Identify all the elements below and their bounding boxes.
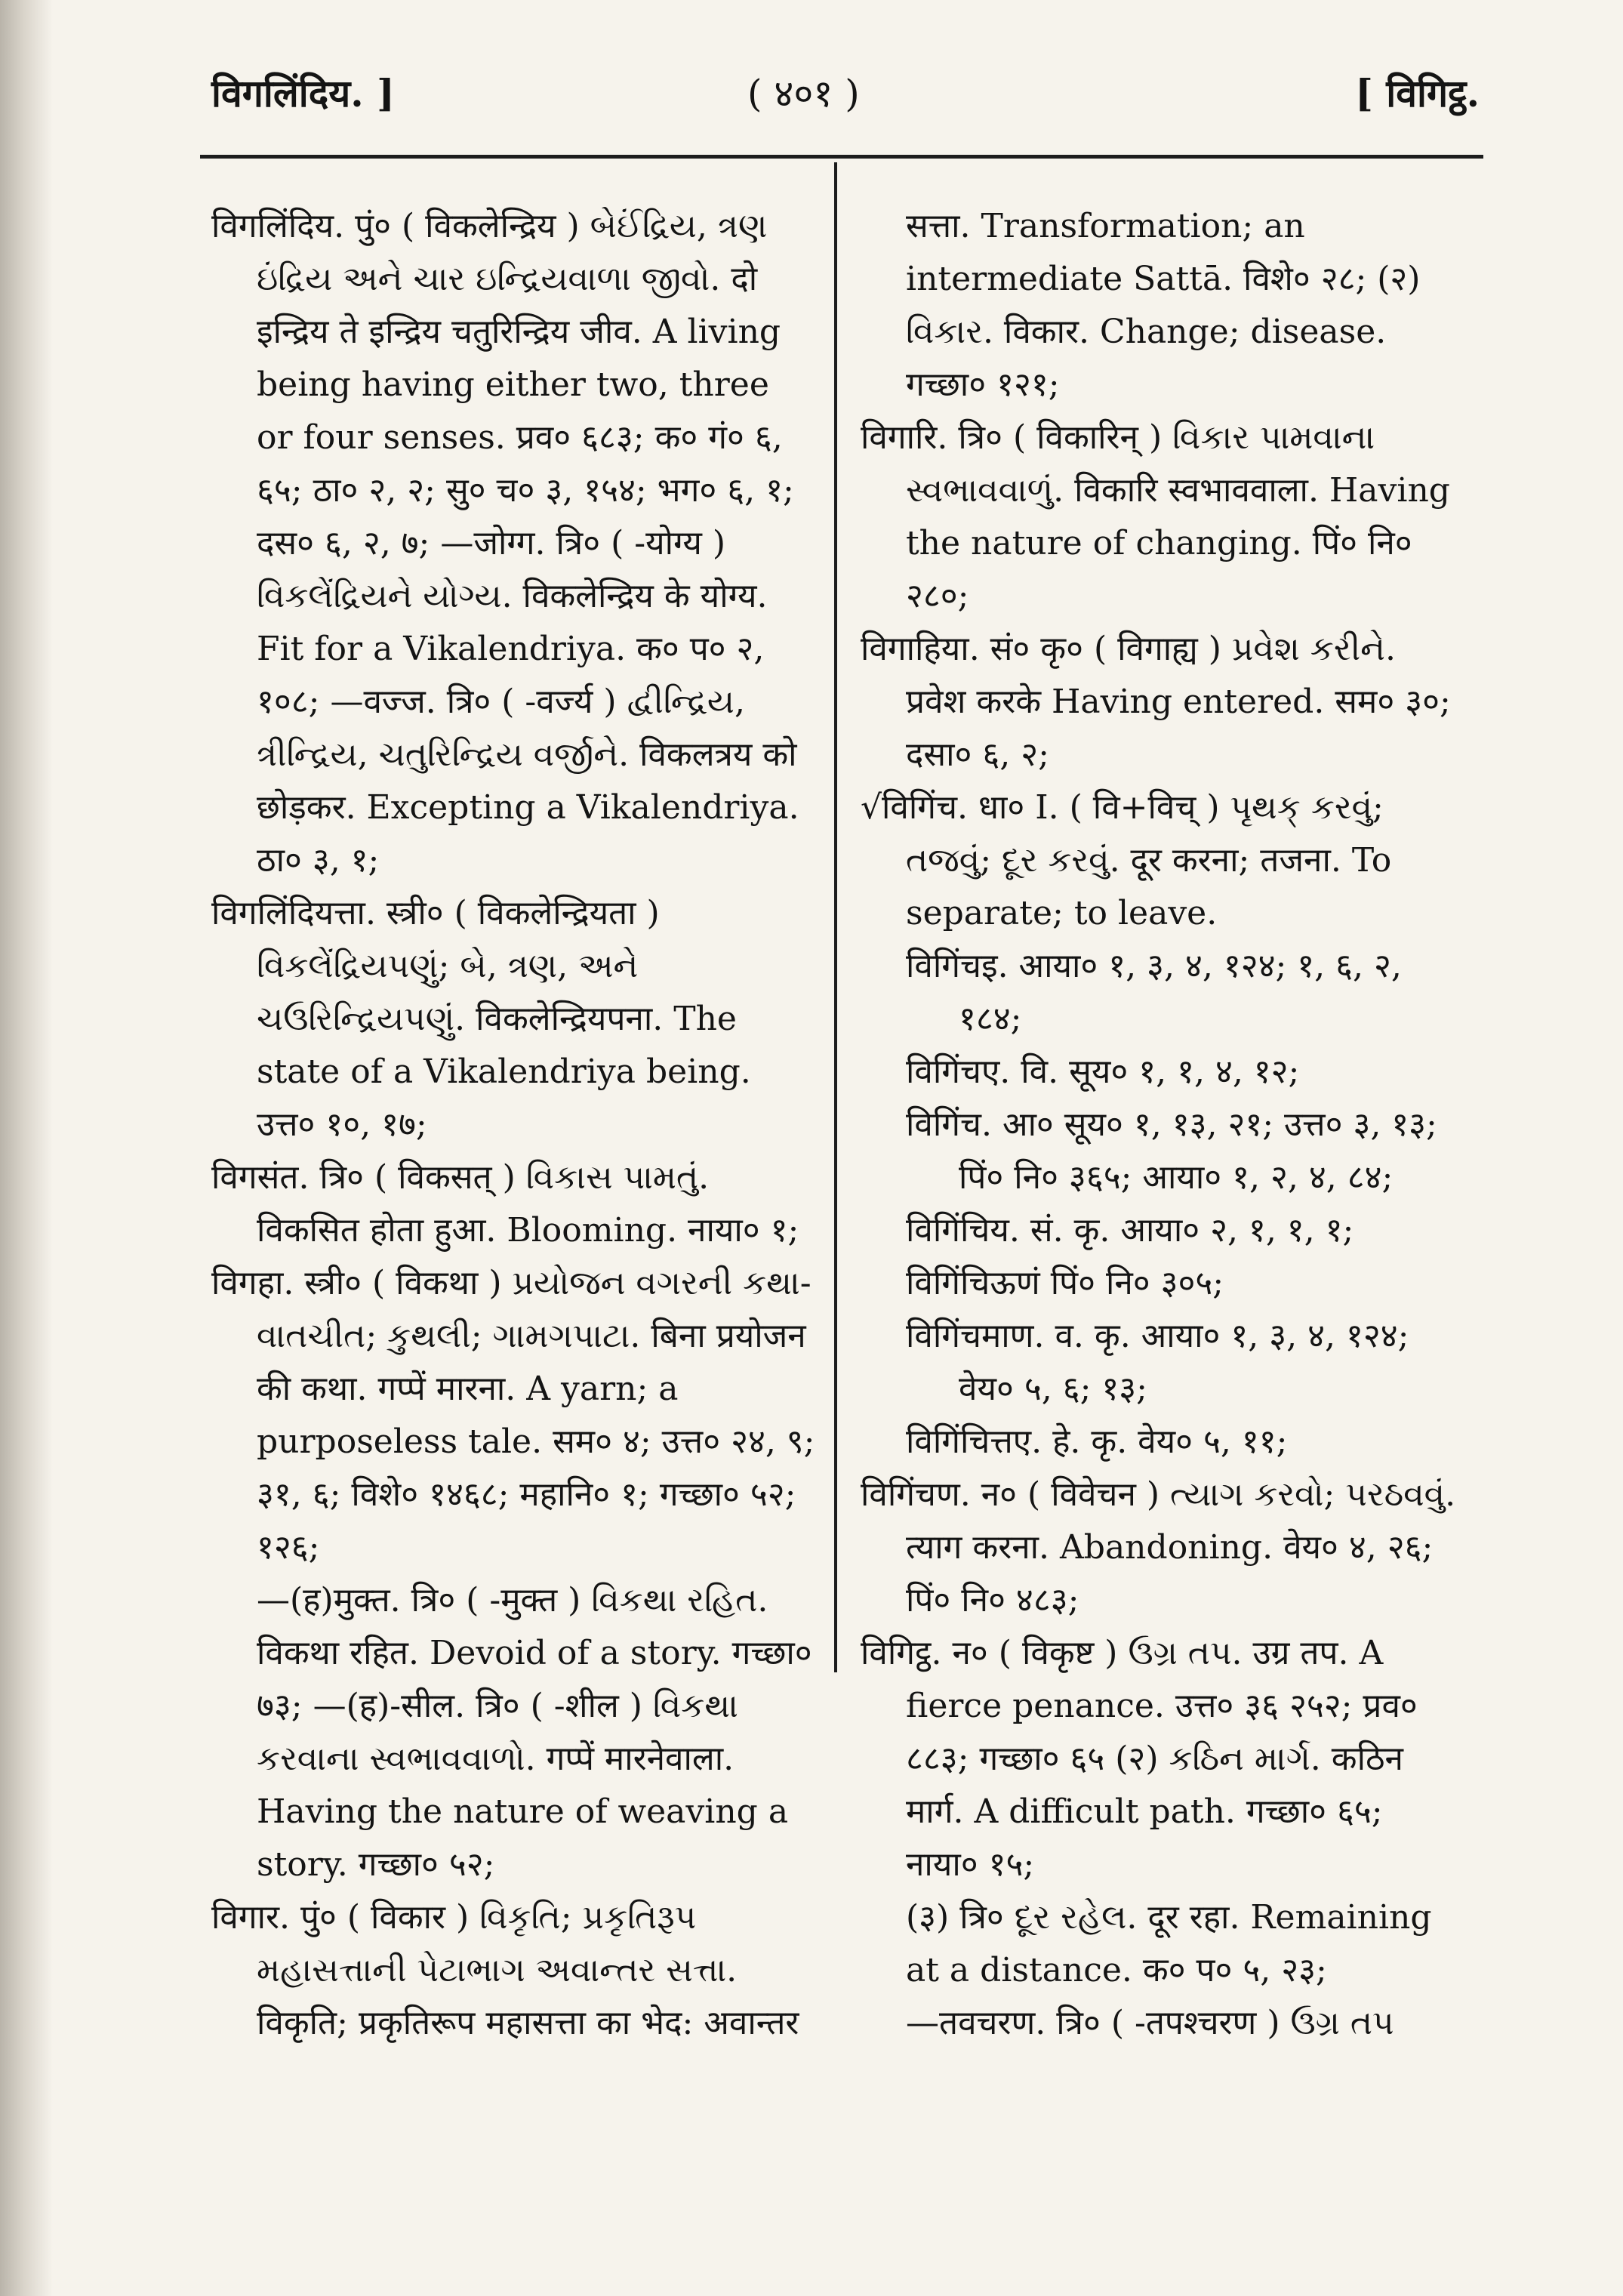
dictionary-entry: √विगिंच. धा० I. ( वि+विच् ) પૃથક્ કરવું; તજવું; દૂર કરવું. दूर करना; तजना. To separate; to leave.	[861, 788, 1392, 932]
dictionary-entry: विगसंत. त्रि० ( विकसत् ) વિકાસ પામતું. विकसित होता हुआ. Blooming. नाया० १;	[211, 1158, 799, 1250]
page-edge-shadow	[0, 0, 53, 2296]
dictionary-subentry: (३) त्रि० દૂર રહેલ. दूर रहा. Remaining at a distance. क० प० ५, २३;	[906, 1898, 1432, 1989]
verb-form-entry: विगिंचिय. सं. कृ. आया० २, १, १, १;	[906, 1211, 1354, 1250]
verb-form-entry: विगिंचित्तए. हे. कृ. वेय० ५, ११;	[906, 1422, 1288, 1461]
page-number: ( ४०१ )	[747, 72, 860, 116]
verb-form-entry: विगिंचए. वि. सूय० १, १, ४, १२;	[906, 1052, 1300, 1091]
dictionary-entry: विगिट्ठ. न० ( विकृष्ट ) ઉગ્ર તપ. उग्र तप. A fierce penance. उत्त० ३६ २५२; प्रव० ८८३; गच्छा० ६५ (२) કઠિન માર્ગ. कठिन मार्ग. A difficult path. गच्छा० ६५; नाया० १५;	[861, 1634, 1418, 1884]
dictionary-entry: विगलिंदियत्ता. स्त्री० ( विकलेन्द्रियता ) વિકલેંદ્રિયપણું; બે, ત્રણ, અને ચઉરિન્દ્રિયપણું. विकलेन्द्रियपना. The state of a Vikalendriya being. उत्त० १०, १७;	[211, 894, 751, 1144]
header-right-guide-word: [ विगिट्ठ.	[1355, 71, 1480, 116]
dictionary-entry-continuation: सत्ता. Transformation; an intermediate Sattā. विशे० २८; (२) વિકાર. विकार. Change; disease. गच्छा० १२१;	[906, 207, 1421, 404]
header-left-guide-word: विगलिंदिय. ]	[211, 71, 395, 116]
dictionary-subentry: —तवचरण. त्रि० ( -तपश्चरण ) ઉગ્ર તપ	[906, 2004, 1394, 2042]
verb-form-entry: विगिंचइ. आया० १, ३, ४, १२४; १, ६, २, १८४;	[906, 947, 1402, 1038]
left-column	[211, 200, 815, 2050]
dictionary-subentry: —(ह)मुक्त. त्रि० ( -मुक्त ) વિકથા રહિત. विकथा रहित. Devoid of a story. गच्छा० ७३; —(ह)-सील. त्रि० ( -शील ) વિકથા કરવાના સ્વભાવવાળો. गप्पें मारनेवाला. Having the nature of weaving a story. गच्छा० ५२;	[257, 1581, 812, 1884]
verb-form-entry: विगिंचमाण. व. कृ. आया० १, ३, ४, १२४; वेय० ५, ६; १३;	[906, 1317, 1409, 1408]
dictionary-entry: विगारि. त्रि० ( विकारिन् ) વિકાર પામવાના સ્વભાવવાળું. विकारि स्वभाववाला. Having the nature of changing. पिं० नि० २८०;	[861, 418, 1450, 615]
verb-form-entry: विगिंच. आ० सूय० १, १३, २१; उत्त० ३, १३; पिं० नि० ३६५; आया० १, २, ४, ८४;	[906, 1105, 1437, 1197]
dictionary-entry: विगार. पुं० ( विकार ) વિકૃતિ; પ્રકૃતિરૂપ મહાસત્તાની પેટાભાગ અવાન્તર સત્તા. विकृति; प्रकृतिरूप महासत्ता का भेद: अवान्तर	[211, 1898, 799, 2042]
verb-form-entry: विगिंचिऊणं पिं० नि० ३०५;	[906, 1264, 1224, 1302]
header-rule	[200, 155, 1483, 159]
dictionary-entry: विगलिंदिय. पुं० ( विकलेन्द्रिय ) બેઈંદ્રિય, ત્રણ ઇંદ્રિય અને ચાર ઇન્દ્રિયવાળા જીવો. दो इन्द्रिय ते इन्द्रिय चतुरिन्द्रिय जीव. A living being having either two, three or four senses. प्रव० ६८३; क० गं० ६, ६५; ठा० २, २; सु० च० ३, १५४; भग० ६, १; दस० ६, २, ७; —जोग्ग. त्रि० ( -योग्य ) વિકલેંદ્રિયને યોગ્ય. विकलेन्द्रिय के योग्य. Fit for a Vikalendriya. क० प० २, १०८; —वज्ज. त्रि० ( -वर्ज्य ) દ્વીન્દ્રિય, ત્રીન્દ્રિય, ચતુરિન્દ્રિય વર્જીને. विकलत्रय को छोड़कर. Excepting a Vikalendriya. ठा० ३, १;	[211, 207, 799, 880]
column-divider	[834, 162, 837, 1672]
dictionary-entry: विगहा. स्त्री० ( विकथा ) પ્રયોજન વગરની કથા-વાતચીત; કુથલી; ગામગપાટા. बिना प्रयोजन की कथा. गप्पें मारना. A yarn; a purposeless tale. सम० ४; उत्त० २४, ९; ३१, ६; विशे० १४६८; महानि० १; गच्छा० ५२; १२६;	[211, 1264, 815, 1567]
right-column	[861, 200, 1464, 2050]
running-header	[204, 66, 1480, 119]
dictionary-entry: विगाहिया. सं० कृ० ( विगाह्य ) પ્રવેશ કરીને. प्रवेश करके Having entered. सम० ३०; दसा० ६, २;	[861, 630, 1451, 774]
dictionary-entry: विगिंचण. न० ( विवेचन ) ત્યાગ કરવો; પરઠવવું. त्याग करना. Abandoning. वेय० ४, २६; पिं० नि० ४८३;	[861, 1475, 1456, 1620]
